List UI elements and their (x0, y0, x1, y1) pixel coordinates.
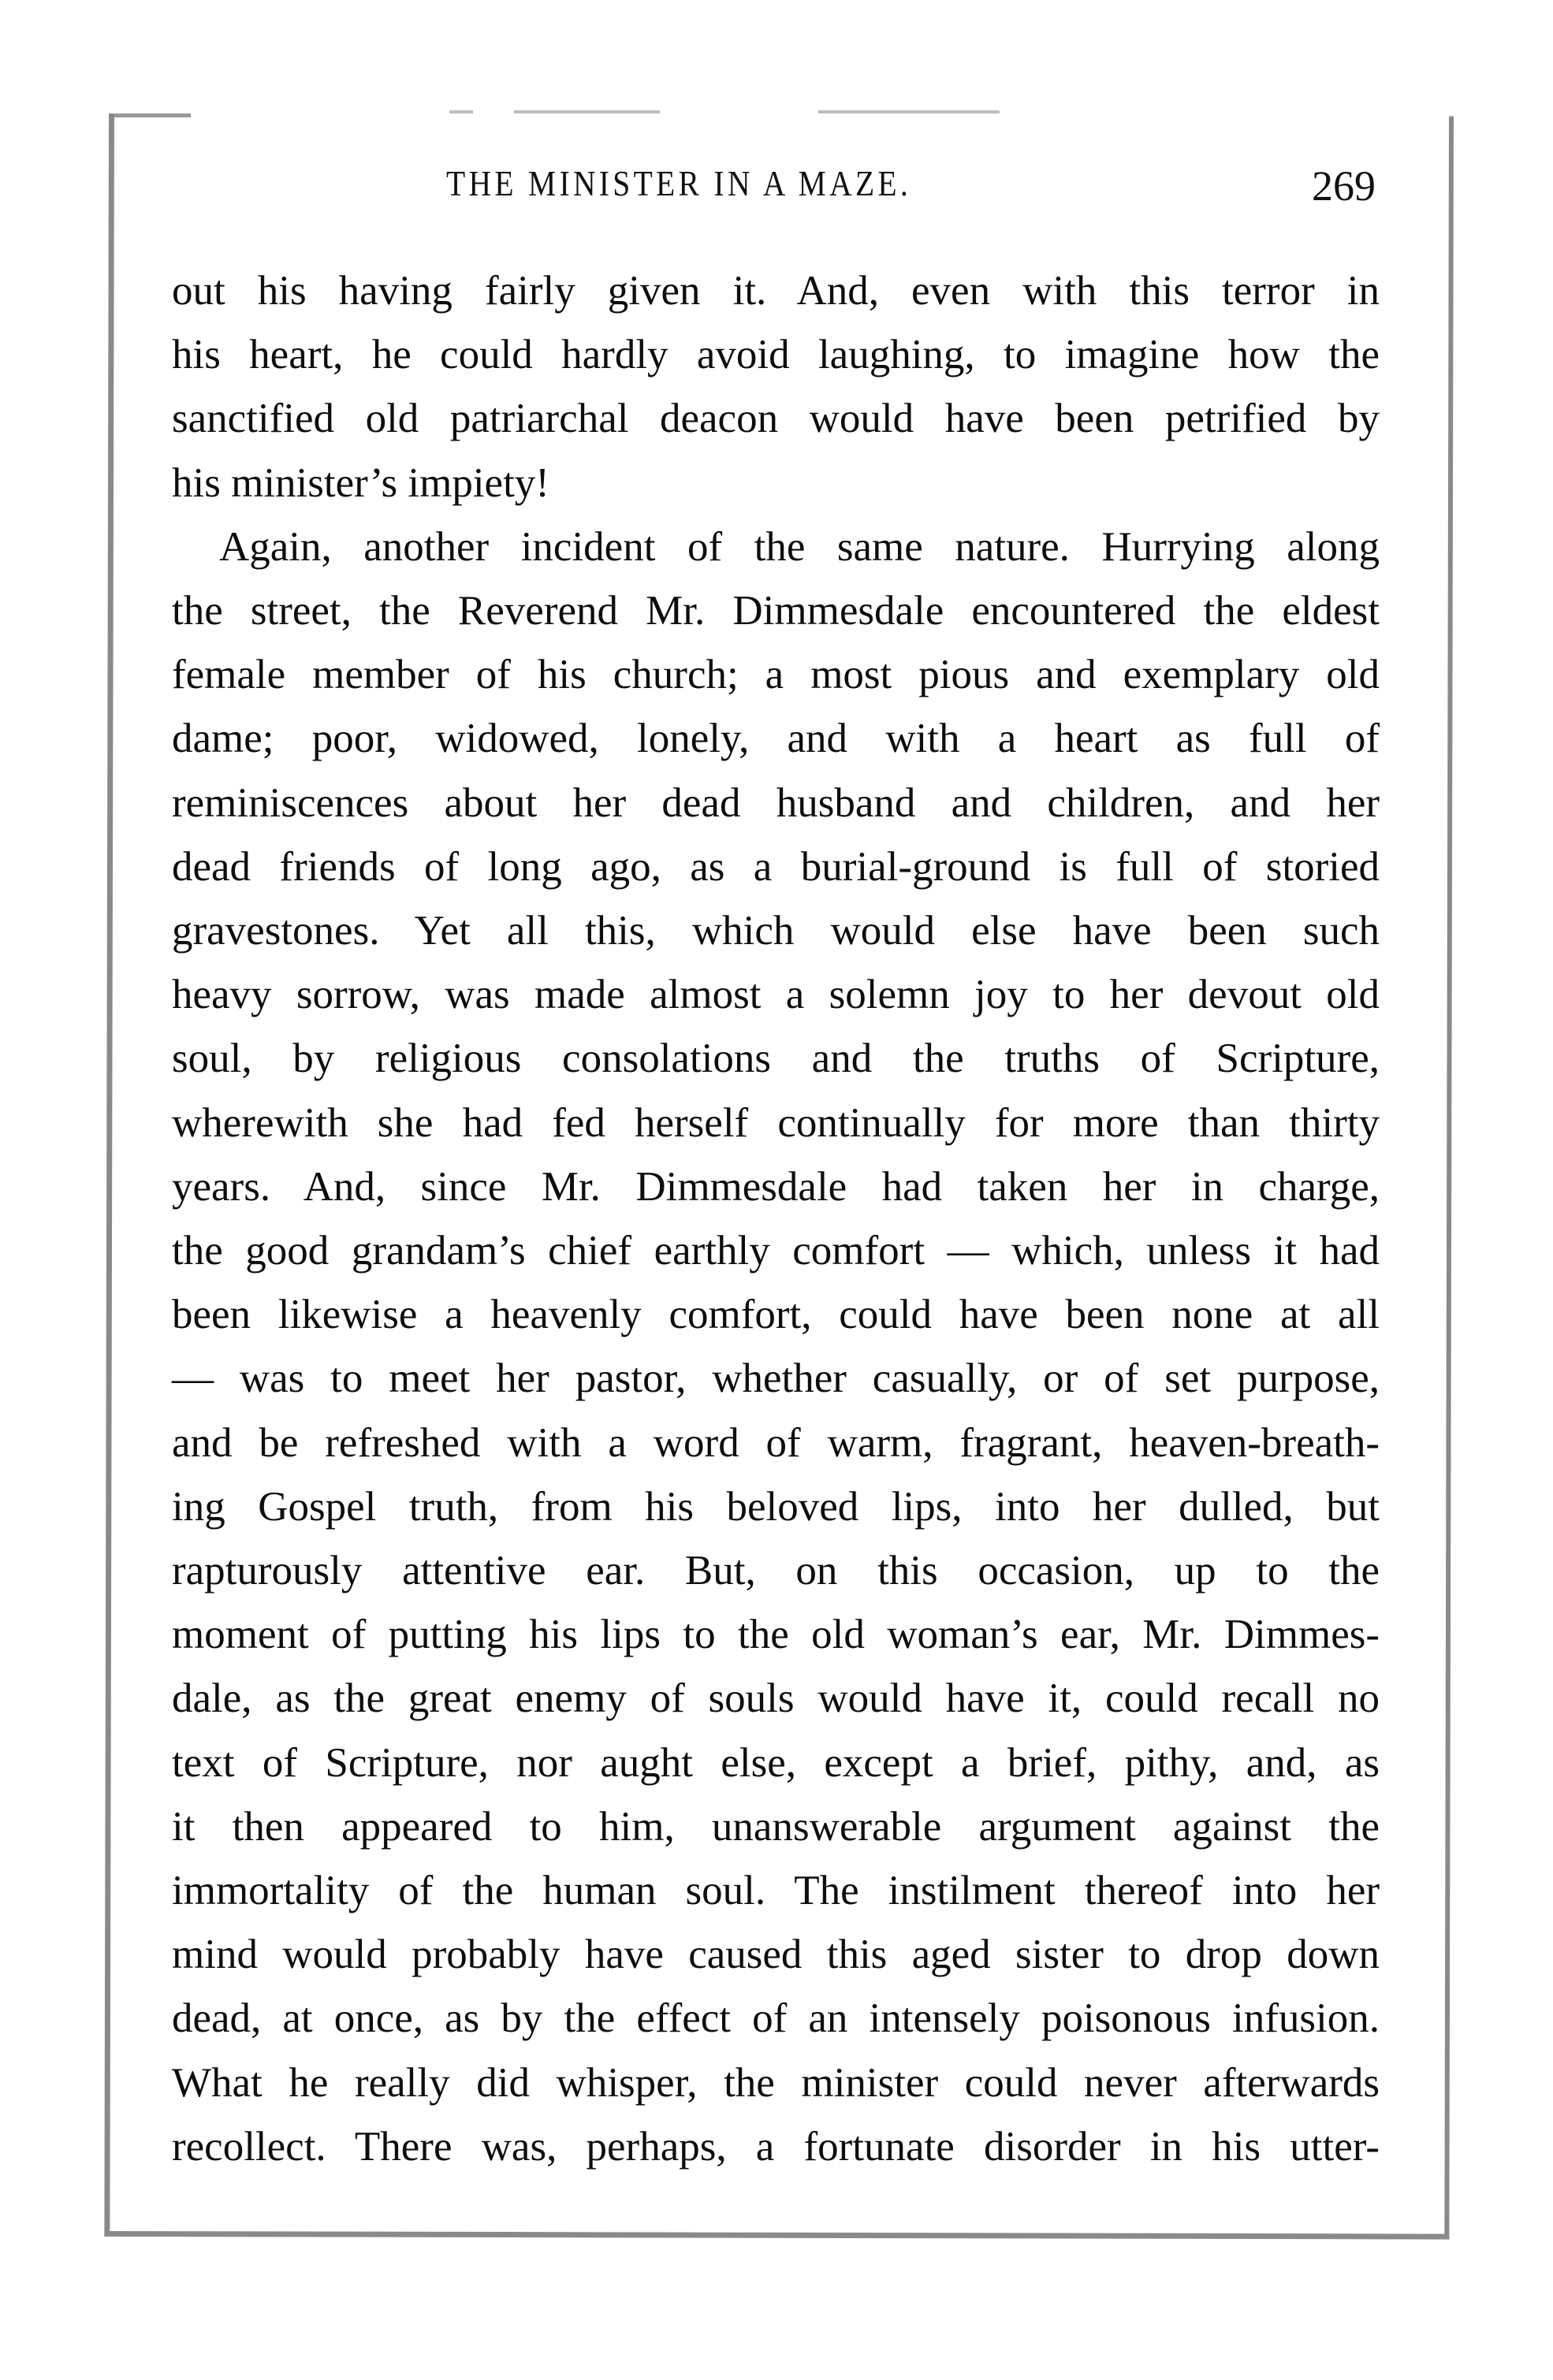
text-line: dame; poor, widowed, lonely, and with a heart as full of (172, 716, 1380, 762)
text-line: wherewith she had fed herself continually for more than thirty (172, 1099, 1380, 1146)
text-line: his minister’s impiety! (172, 459, 549, 506)
text-line: — was to meet her pastor, whether casually, or of set purpose, (172, 1355, 1380, 1402)
text-line: rapturously attentive ear. But, on this occasion, up to the (172, 1548, 1380, 1593)
text-line: recollect. There was, perhaps, a fortunate disorder in his utter- (172, 2123, 1380, 2170)
text-line: been likewise a heavenly comfort, could have been none at all (172, 1292, 1380, 1338)
page-number: 269 (1312, 162, 1376, 210)
text-line: gravestones. Yet all this, which would else have been such (172, 908, 1380, 954)
text-line: female member of his church; a most pious and exemplary old (172, 652, 1380, 698)
text-line: dead, at once, as by the effect of an intensely poisonous infusion. (172, 1995, 1380, 2042)
text-line: dead friends of long ago, as a burial-ground is full of storied (172, 843, 1380, 890)
text-line: the street, the Reverend Mr. Dimmesdale encountered the eldest (172, 588, 1380, 634)
text-line: dale, as the great enemy of souls would have it, could recall no (172, 1675, 1380, 1722)
paragraph-first-line: Again, another incident of the same nature. Hurrying along (219, 523, 1380, 570)
text-line: years. And, since Mr. Dimmesdale had taken her in charge, (172, 1163, 1380, 1210)
text-line: text of Scripture, nor aught else, except a brief, pithy, and, as (172, 1739, 1380, 1786)
text-line: ing Gospel truth, from his beloved lips, into her dulled, but (172, 1483, 1380, 1530)
text-line: it then appeared to him, unanswerable argument against the (172, 1803, 1380, 1850)
text-line: immortality of the human soul. The instilment thereof into her (172, 1868, 1380, 1913)
running-head: THE MINISTER IN A MAZE. (446, 163, 912, 203)
text-line: the good grandam’s chief earthly comfort — which, unless it had (172, 1228, 1380, 1274)
text-line: and be refreshed with a word of warm, fragrant, heaven-breath- (172, 1419, 1380, 1466)
text-line: moment of putting his lips to the old woman’s ear, Mr. Dimmes- (172, 1612, 1380, 1658)
text-line: out his having fairly given it. And, even with this terror in (172, 268, 1380, 314)
text-line: soul, by religious consolations and the truths of Scripture, (172, 1036, 1380, 1082)
text-line: What he really did whisper, the minister could never afterwards (172, 2059, 1380, 2106)
text-line: reminiscences about her dead husband and children, and her (172, 779, 1380, 826)
text-line: mind would probably have caused this aged sister to drop down (172, 1932, 1380, 1978)
text-line: his heart, he could hardly avoid laughing, to imagine how the (172, 332, 1380, 378)
text-line: sanctified old patriarchal deacon would have been petrified by (172, 396, 1380, 442)
text-line: heavy sorrow, was made almost a solemn joy to her devout old (172, 972, 1380, 1018)
